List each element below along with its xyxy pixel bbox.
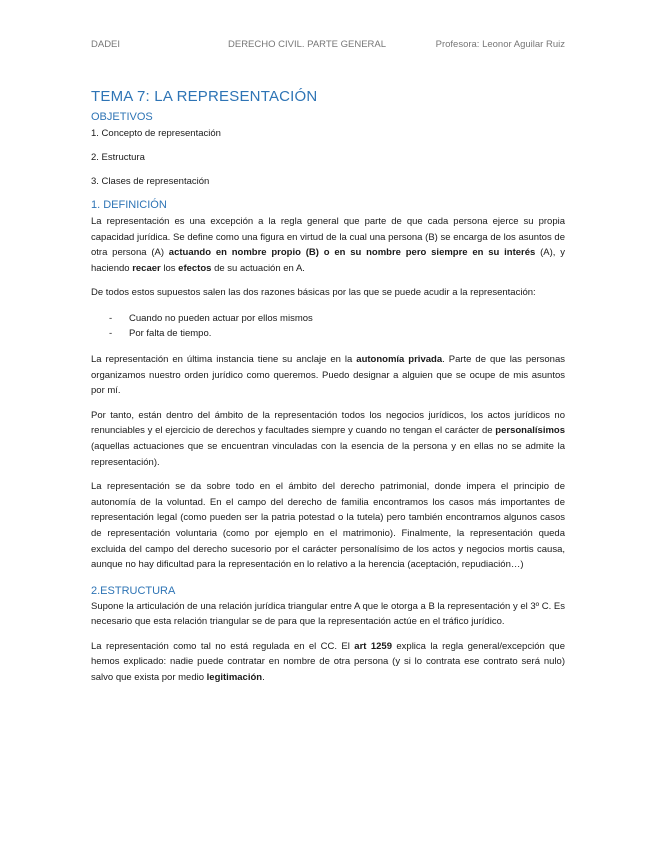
objective-item: 3. Clases de representación [91, 176, 210, 187]
paragraph: La representación es una excepción a la regla general que parte de que cada persona ejerce su propia capacidad jurídica. Se define como una figura en virtud de la cual una persona (B) se encarga de los asuntos de otra persona (A) actuando en nombre propio (B) o en su nombre pero siempre en su interés (A), y haciendo recaer los efectos de su actuación en A. [91, 216, 565, 274]
page-title: TEMA 7: LA REPRESENTACIÓN [91, 88, 318, 105]
paragraph: La representación se da sobre todo en el ámbito del derecho patrimonial, donde impera el principio de autonomía de la voluntad. En el campo del derecho de familia encontramos los casos más importantes de representación legal (como pueden ser la patria potestad o la tutela) pero también encontramos algunos casos de representación voluntaria (como por ejemplo en el matrimonio). Finalmente, la representación queda excluida del campo del derecho sucesorio por el carácter personalísimo de los actos y negocios mortis causa, aunque no hay dificultad para la representación en lo relativo a la herencia (aceptación, repudiación…) [91, 481, 565, 571]
section-heading-definicion: 1. DEFINICIÓN [91, 199, 167, 211]
paragraph: Por tanto, están dentro del ámbito de la representación todos los negocios jurídicos, los actos jurídicos no renunciables y el ejercicio de derechos y facultades siempre y cuando no tengan el carácter de personalísimos (aquellas actuaciones que se encuentran vinculadas con la esencia de la persona y en ellas no se admite la representación). [91, 409, 565, 468]
paragraph: De todos estos supuestos salen las dos razones básicas por las que se puede acudir a la representación: [91, 287, 536, 299]
paragraph: La representación en última instancia tiene su anclaje en la autonomía privada. Parte de que las personas organizamos nuestro orden jurídico como queremos. Puedo designar a alguien que se ocupe de mis asuntos por mí. [91, 353, 565, 397]
objectives-heading: OBJETIVOS [91, 111, 153, 123]
list-item: - Por falta de tiempo. [109, 326, 565, 342]
page-header [91, 39, 565, 53]
paragraph: La representación como tal no está regulada en el CC. El art 1259 explica la regla general/excepción que hemos explicado: nadie puede contratar en nombre de otra persona (y si lo contrata ese contrato será nulo) salvo que exista por medio legitimación. [91, 640, 566, 684]
objective-item: 1. Concepto de representación [91, 128, 221, 139]
document-body [91, 88, 565, 686]
section-heading-estructura: 2.ESTRUCTURA [91, 584, 176, 597]
header-course: DADEI [91, 39, 121, 50]
paragraph: Supone la articulación de una relación jurídica triangular entre A que le otorga a B la representación y el 3º C. Es necesario que esta relación triangular se de para que la representación actúe en el tráfico jurídico. [91, 600, 566, 628]
bullet-list [91, 311, 565, 342]
objective-item: 2. Estructura [91, 152, 145, 163]
list-item: - Cuando no pueden actuar por ellos mismos [109, 311, 565, 327]
header-teacher: Profesora: Leonor Aguilar Ruiz [435, 39, 565, 50]
header-subject: DERECHO CIVIL. PARTE GENERAL [228, 39, 387, 50]
